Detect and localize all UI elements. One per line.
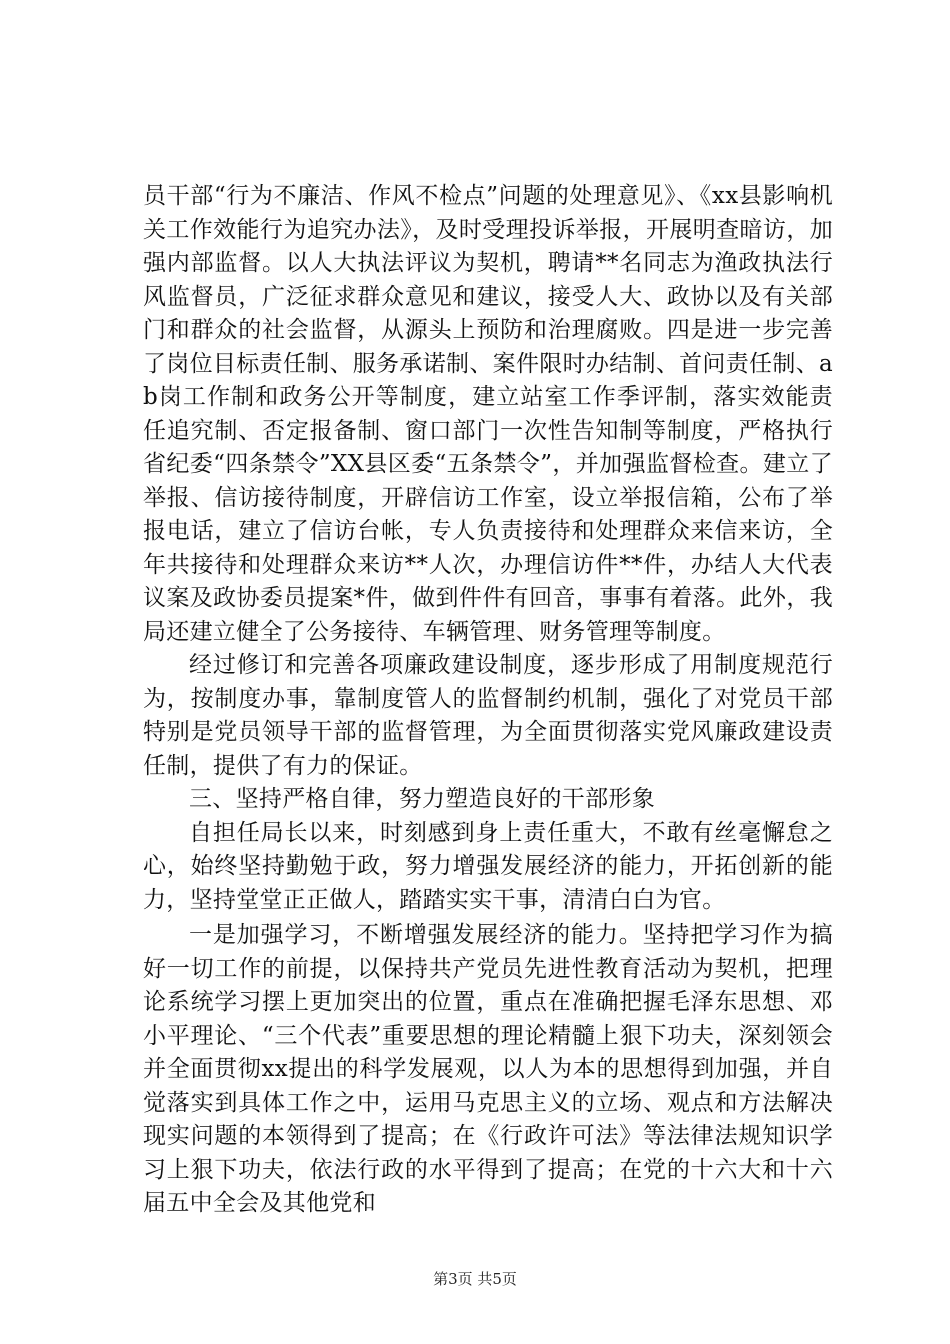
- page-footer: [0, 1269, 950, 1289]
- paragraph-4: 自担任局长以来，时刻感到身上责任重大，不敢有丝毫懈怠之心，始终坚持勤勉于政，努力增强发展经济的能力，开拓创新的能力，坚持堂堂正正做人，踏踏实实干事，清清白白为官。: [143, 819, 833, 913]
- paragraph-5: 一是加强学习，不断增强发展经济的能力。坚持把学习作为搞好一切工作的前提，以保持共产党员先进性教育活动为契机，把理论系统学习摆上更加突出的位置，重点在准确把握毛泽东思想、邓小平理论、“三个代表”重要思想的理论精髓上狠下功夫，深刻领会并全面贯彻xx提出的科学发展观，以人为本的思想得到加强，并自觉落实到具体工作之中，运用马克思主义的立场、观点和方法解决现实问题的本领得到了提高；在《行政许可法》等法律法规知识学习上狠下功夫，依法行政的水平得到了提高；在党的十六大和十六届五中全会及其他党和: [143, 922, 833, 1216]
- paragraph-2: 经过修订和完善各项廉政建设制度，逐步形成了用制度规范行为，按制度办事，靠制度管人的监督制约机制，强化了对党员干部特别是党员领导干部的监督管理，为全面贯彻落实党风廉政建设责任制，提供了有力的保证。: [143, 652, 833, 779]
- paragraph-1: 员干部“行为不廉洁、作风不检点”问题的处理意见》、《xx县影响机关工作效能行为追究办法》，及时受理投诉举报，开展明查暗访，加强内部监督。以人大执法评议为契机，聘请**名同志为渔政执法行风监督员，广泛征求群众意见和建议，接受人大、政协以及有关部门和群众的社会监督，从源头上预防和治理腐败。四是进一步完善了岗位目标责任制、服务承诺制、案件限时办结制、首问责任制、ab岗工作制和政务公开等制度，建立站室工作季评制，落实效能责任追究制、否定报备制、窗口部门一次性告知制等制度，严格执行省纪委“四条禁令”XX县区委“五条禁令”，并加强监督检查。建立了举报、信访接待制度，开辟信访工作室，设立举报信箱，公布了举报电话，建立了信访台帐，专人负责接待和处理群众来信来访，全年共接待和处理群众来访**人次，办理信访件**件，办结人大代表议案及政协委员提案*件，做到件件有回音，事事有着落。此外，我局还建立健全了公务接待、车辆管理、财务管理等制度。: [143, 183, 833, 645]
- page-number-label: 第3页 共5页: [433, 1270, 517, 1288]
- document-body: [143, 180, 833, 1221]
- section-heading-3: 三、坚持严格自律，努力塑造良好的干部形象: [189, 786, 655, 812]
